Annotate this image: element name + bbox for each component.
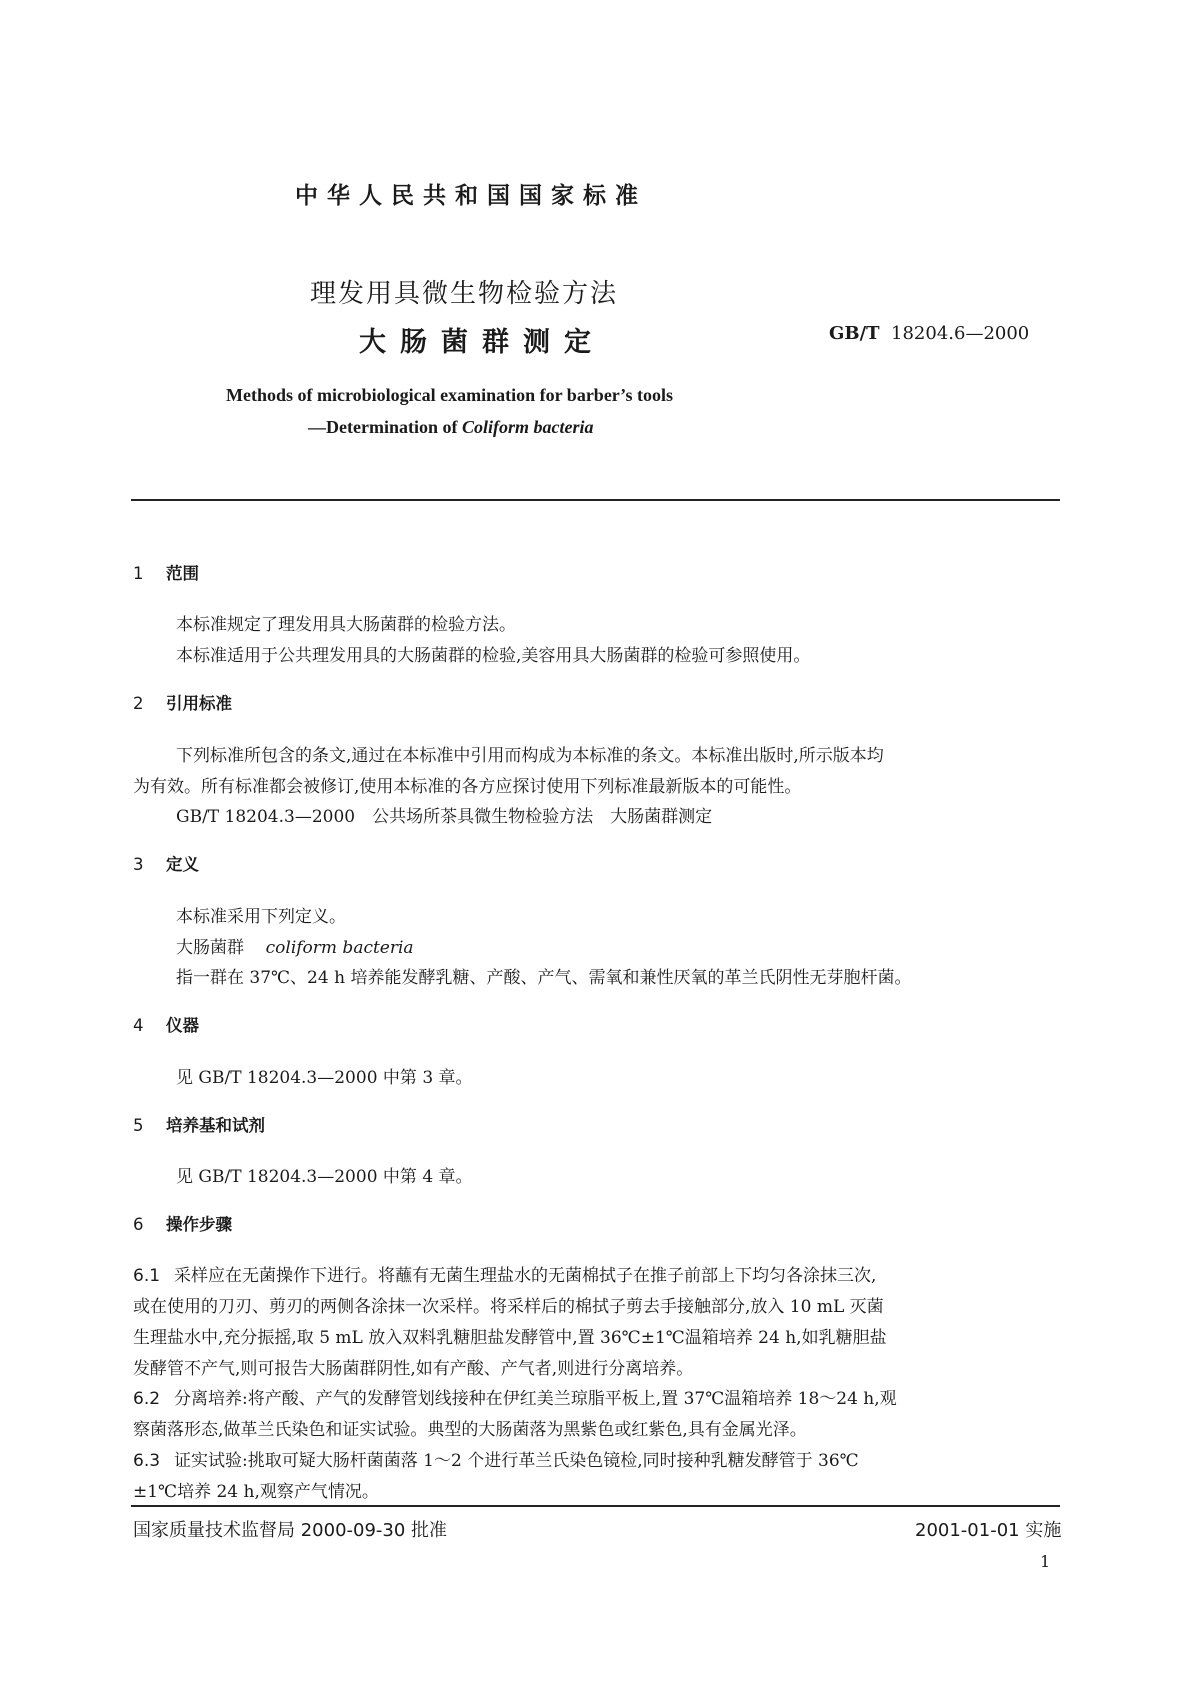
footer-divider: [131, 1505, 1060, 1507]
section-number: 3: [133, 855, 144, 874]
section-title: 范围: [166, 564, 199, 583]
clause-6-2-line2: 察菌落形态,做革兰氏染色和证实试验。典型的大肠菌落为黑紫色或红紫色,具有金属光泽。: [133, 1420, 807, 1440]
english-title-line2: [308, 417, 593, 438]
section-2-reference: GB/T 18204.3—2000 公共场所茶具微生物检验方法 大肠菌群测定: [176, 807, 713, 827]
section-3-term: [176, 933, 414, 958]
page-number: 1: [1040, 1552, 1051, 1571]
section-4-paragraph-1: 见 GB/T 18204.3—2000 中第 3 章。: [176, 1068, 473, 1088]
section-5-paragraph-1: 见 GB/T 18204.3—2000 中第 4 章。: [176, 1167, 473, 1187]
clause-6-3-line2: ±1℃培养 24 h,观察产气情况。: [133, 1482, 379, 1502]
section-3-heading: [133, 851, 199, 875]
clause-number: 6.1: [133, 1266, 161, 1286]
clause-text: 证实试验:挑取可疑大肠杆菌菌落 1～2 个进行革兰氏染色镜检,同时接种乳糖发酵管于 36℃: [174, 1451, 859, 1471]
standard-code: [829, 323, 1029, 344]
clause-6-2-line1: [133, 1384, 897, 1409]
clause-number: 6.2: [133, 1389, 161, 1409]
section-number: 4: [133, 1016, 144, 1035]
section-1-heading: [133, 560, 199, 584]
section-6-heading: [133, 1211, 232, 1235]
effective-date: 2001-01-01 实施: [915, 1520, 1062, 1541]
national-standard-heading: 中华人民共和国国家标准: [295, 183, 647, 209]
english-title-line2-italic: Coliform bacteria: [461, 417, 594, 437]
section-title: 培养基和试剂: [166, 1116, 265, 1135]
section-number: 2: [133, 694, 144, 713]
header-divider: [131, 499, 1060, 501]
clause-6-3-line1: [133, 1446, 859, 1471]
section-3-definition: 指一群在 37℃、24 h 培养能发酵乳糖、产酸、产气、需氧和兼性厌氧的革兰氏阴性无芽胞杆菌。: [176, 968, 912, 988]
clause-number: 6.3: [133, 1451, 161, 1471]
term-english: coliform bacteria: [265, 938, 414, 958]
clause-6-1-line1: [133, 1261, 876, 1286]
section-2-paragraph-line1: 下列标准所包含的条文,通过在本标准中引用而构成为本标准的条文。本标准出版时,所示版本均: [176, 746, 884, 766]
section-1-paragraph-2: 本标准适用于公共理发用具的大肠菌群的检验,美容用具大肠菌群的检验可参照使用。: [176, 646, 811, 666]
section-2-paragraph-line2: 为有效。所有标准都会被修订,使用本标准的各方应探讨使用下列标准最新版本的可能性。: [133, 777, 802, 797]
clause-text: 采样应在无菌操作下进行。将蘸有无菌生理盐水的无菌棉拭子在推子前部上下均匀各涂抹三次,: [174, 1266, 877, 1286]
clause-6-1-line2: 或在使用的刀刃、剪刃的两侧各涂抹一次采样。将采样后的棉拭子剪去手接触部分,放入 10 mL 灭菌: [133, 1297, 884, 1317]
term-chinese: 大肠菌群: [176, 938, 244, 958]
clause-text: 分离培养:将产酸、产气的发酵管划线接种在伊红美兰琼脂平板上,置 37℃温箱培养 18～24 h,观: [174, 1389, 897, 1409]
standard-code-number: 18204.6—2000: [891, 323, 1030, 344]
section-5-heading: [133, 1112, 265, 1136]
section-title: 引用标准: [166, 694, 232, 713]
section-number: 6: [133, 1215, 144, 1234]
approval-note: 国家质量技术监督局 2000-09-30 批准: [133, 1520, 448, 1541]
english-title-line2-prefix: —Determination of: [308, 417, 462, 437]
document-title-line1: 理发用具微生物检验方法: [310, 279, 619, 309]
section-number: 5: [133, 1116, 144, 1135]
clause-6-1-line3: 生理盐水中,充分振摇,取 5 mL 放入双料乳糖胆盐发酵管中,置 36℃±1℃温箱培养 24 h,如乳糖胆盐: [133, 1328, 887, 1348]
section-title: 操作步骤: [166, 1215, 232, 1234]
clause-6-1-line4: 发酵管不产气,则可报告大肠菌群阴性,如有产酸、产气者,则进行分离培养。: [133, 1359, 694, 1379]
english-title-line1: Methods of microbiological examination for barber’s tools: [226, 385, 673, 405]
standard-code-prefix: GB/T: [829, 323, 880, 344]
section-4-heading: [133, 1012, 199, 1036]
section-3-paragraph-1: 本标准采用下列定义。: [176, 907, 346, 927]
section-number: 1: [133, 564, 144, 583]
document-title-line2: 大肠菌群测定: [359, 327, 605, 358]
section-2-heading: [133, 690, 232, 714]
section-title: 定义: [166, 855, 199, 874]
section-1-paragraph-1: 本标准规定了理发用具大肠菌群的检验方法。: [176, 615, 516, 635]
section-title: 仪器: [166, 1016, 199, 1035]
